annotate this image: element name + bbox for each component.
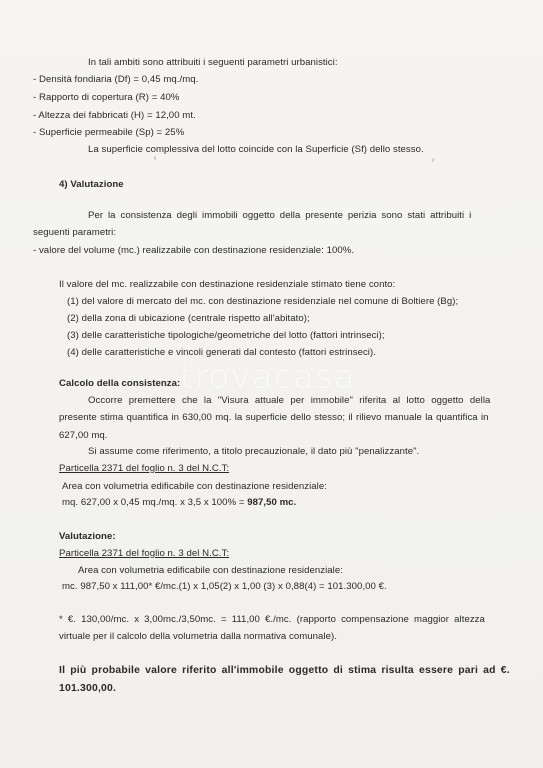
param-height: - Altezza dei fabbricati (H) = 12,00 mt. (33, 110, 196, 121)
watermark-logo: trovacasa (180, 357, 356, 397)
particella-2: Particella 2371 del foglio n. 3 del N.C.T: (59, 548, 230, 559)
formula-2: mc. 987,50 x 111,00* €/mc.(1) x 1,05(2) x 1,00 (3) x 0,88(4) = 101.300,00 €. (62, 581, 387, 592)
formula-1-result: 987,50 mc. (247, 497, 297, 508)
criterion-4: (4) delle caratteristiche e vincoli generati dal contesto (fattori estrinseci). (67, 347, 376, 358)
conclusion-line2: 101.300,00. (59, 683, 117, 694)
formula-1-prefix: mq. 627,00 x 0,45 mq./mq. x 3,5 x 100% = (62, 497, 248, 508)
criterion-2: (2) della zona di ubicazione (centrale rispetto all'abitato); (67, 313, 310, 324)
calc-line4: Si assume come riferimento, a titolo precauzionale, il dato più "penalizzante". (88, 446, 420, 457)
para1-line3: - valore del volume (mc.) realizzabile con destinazione residenziale: 100%. (33, 245, 355, 256)
footnote-line1: * €. 130,00/mc. x 3,00mc./3,50mc. = 111,00 €./mc. (rapporto compensazione maggior altezza (59, 614, 485, 625)
param-density: - Densità fondiaria (Df) = 0,45 mq./mq. (33, 74, 199, 85)
para1-line2: seguenti parametri: (33, 227, 117, 238)
particella-1: Particella 2371 del foglio n. 3 del N.C.T: (59, 463, 230, 474)
criterion-1: (1) del valore di mercato del mc. con destinazione residenziale nel comune di Boltiere (Bg); (67, 296, 459, 307)
valuation-title: Valutazione: (59, 531, 116, 542)
conclusion-line1: Il più probabile valore riferito all'immobile oggetto di stima risulta essere pari ad €. (59, 665, 510, 676)
criterion-3: (3) delle caratteristiche tipologiche/geometriche del lotto (fattori intrinseci); (67, 330, 385, 341)
calc-line3: 627,00 mq. (59, 430, 108, 441)
calc-line2: presente stima quantifica in 630,00 mq. la superficie dello stesso; il rilievo manuale la quantifica in (59, 412, 489, 423)
surface-note: La superficie complessiva del lotto coincide con la Superficie (Sf) dello stesso. (88, 144, 424, 155)
section4-title: 4) Valutazione (59, 179, 124, 190)
calc-title: Calcolo della consistenza: (59, 378, 181, 389)
para1-line1-text: Per la consistenza degli immobili oggetto della presente perizia sono stati attribuiti i (88, 210, 472, 221)
formula-1 (62, 497, 296, 509)
area-1: Area con volumetria edificabile con destinazione residenziale: (62, 481, 327, 492)
para2-intro: Il valore del mc. realizzabile con destinazione residenziale stimato tiene conto: (59, 279, 396, 290)
scan-speck (154, 156, 157, 160)
footnote-line2: virtuale per il calcolo della volumetria dalla normativa comunale). (59, 631, 337, 642)
area-2: Area con volumetria edificabile con destinazione residenziale: (78, 565, 343, 576)
intro-line: In tali ambiti sono attribuiti i seguenti parametri urbanistici: (88, 57, 338, 68)
param-coverage: - Rapporto di copertura (R) = 40% (33, 92, 180, 103)
param-permeable: - Superficie permeabile (Sp) = 25% (33, 127, 185, 138)
calc-line1: Occorre premettere che la "Visura attuale per immobile" riferita al lotto oggetto della (88, 395, 491, 406)
scan-speck (431, 158, 435, 162)
para1-line1 (88, 210, 500, 222)
